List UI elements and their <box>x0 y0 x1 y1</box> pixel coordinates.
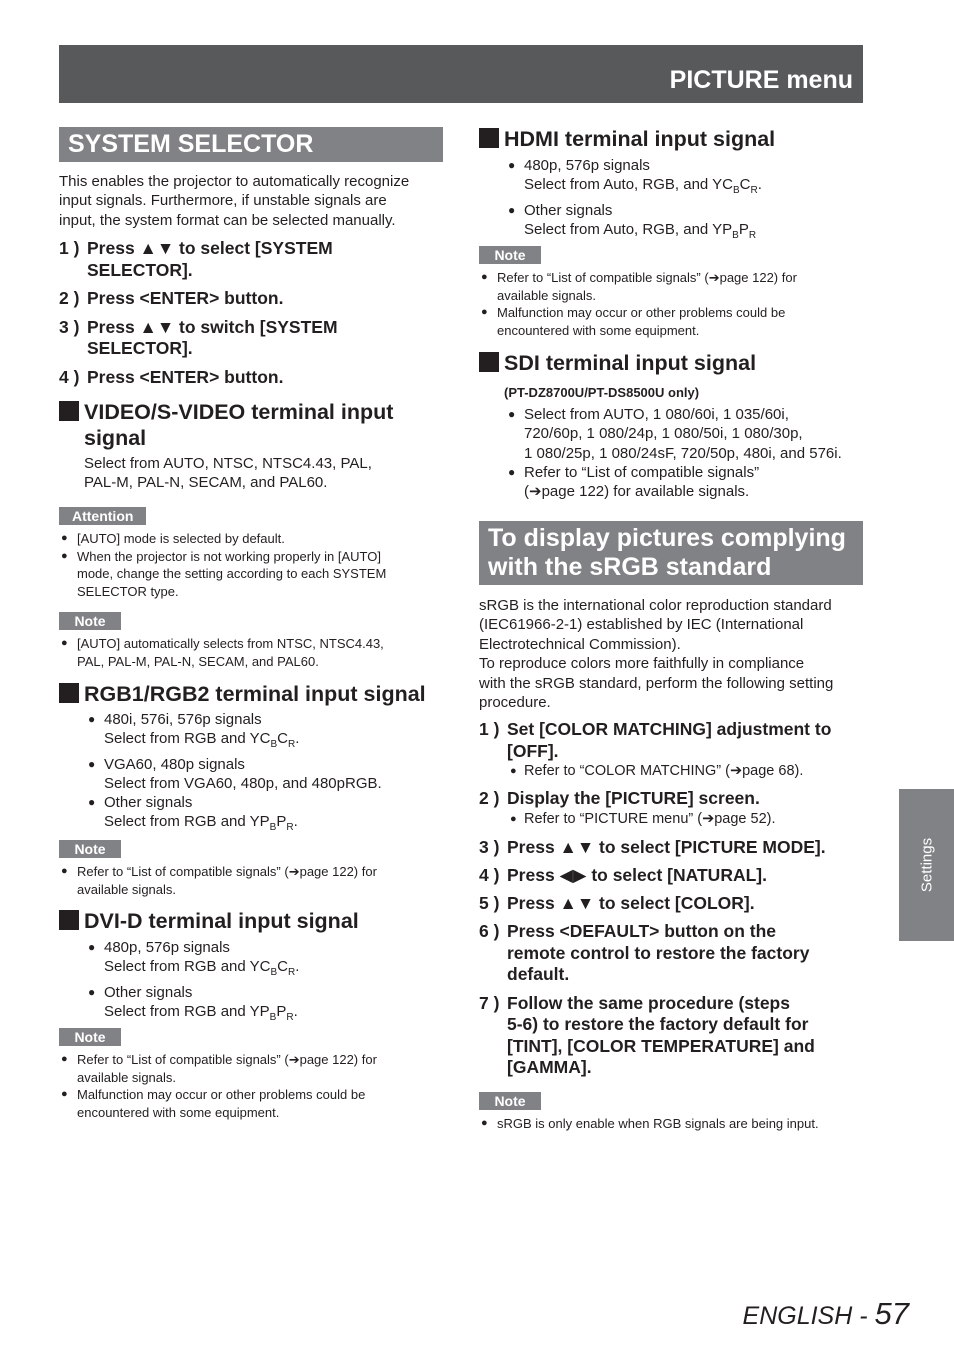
side-tab-label: Settings <box>918 837 935 893</box>
note-tag: Note <box>479 246 541 264</box>
note-tag: Note <box>59 1028 121 1046</box>
note-block <box>59 1028 443 1121</box>
list-item: ● [AUTO] mode is selected by default. <box>59 530 443 548</box>
sdi-models: (PT-DZ8700U/PT-DS8500U only) <box>504 385 700 400</box>
note-tag: Note <box>479 1092 541 1110</box>
list-item: ● Refer to “COLOR MATCHING” (➔page 68). <box>479 762 869 781</box>
note-tag: Note <box>59 612 121 630</box>
step: 4 ) Press ◀▶ to select [NATURAL]. <box>479 864 767 885</box>
list-item: ● 480p, 576p signals Select from Auto, RGB, and $YC_BC_R$. <box>479 156 863 201</box>
list-item: ● [AUTO] automatically selects from NTSC, NTSC4.43, PAL, PAL-M, PAL-N, SECAM, and PAL60. <box>59 635 443 670</box>
settings-side-tab <box>899 789 954 941</box>
list-item: ● Refer to “List of compatible signals” (➔page 122) for available signals. <box>479 463 879 502</box>
list-item: ● Other signals Select from Auto, RGB, and $YP_BP_R$ <box>479 201 863 246</box>
heading-square-icon <box>479 352 499 372</box>
header-bar <box>59 45 863 103</box>
heading-square-icon <box>479 128 499 148</box>
list-item: ● Malfunction may occur or other problems could be encountered with some equipment. <box>479 304 863 339</box>
note-block <box>59 612 443 670</box>
list-item: ● VGA60, 480p signals Select from VGA60, 480p, and 480pRGB. <box>59 755 443 794</box>
step: 1 ) Press ▲▼ to select [SYSTEM SELECTOR]. <box>59 238 333 280</box>
list-item: ● Select from AUTO, 1 080/60i, 1 035/60i, 720/60p, 1 080/24p, 1 080/50i, 1 080/30p, 1 080/25p, 1 080/24sF, 720/50p, 480i, and 576i. <box>479 405 879 463</box>
page-number: 57 <box>874 1296 909 1331</box>
note-block <box>479 246 863 339</box>
step: 3 ) Press ▲▼ to switch [SYSTEM SELECTOR]. <box>59 316 338 358</box>
system-selector-intro: This enables the projector to automatically recognize input signals. Furthermore, if unstable signals are input, the system format can be selected manually. <box>59 173 410 229</box>
note-block <box>59 840 443 898</box>
step: 4 ) Press <ENTER> button. <box>59 366 284 387</box>
system-selector-steps <box>59 238 443 388</box>
heading-square-icon <box>59 683 79 703</box>
sdi-list <box>479 405 879 501</box>
step: 2 ) Display the [PICTURE] screen. <box>479 788 760 808</box>
step: 1 ) Set [COLOR MATCHING] adjustment to [OFF]. <box>479 719 832 761</box>
step: 2 ) Press <ENTER> button. <box>59 288 284 308</box>
list-item: ● 480i, 576i, 576p signals Select from RGB and $YC_BC_R$. <box>59 710 443 755</box>
hdmi-list <box>479 156 863 245</box>
dvi-list <box>59 938 443 1027</box>
heading-square-icon <box>59 910 79 930</box>
note-tag: Note <box>59 840 121 858</box>
step: 5 ) Press ▲▼ to select [COLOR]. <box>479 892 755 913</box>
video-heading: VIDEO/S-VIDEO terminal input signal <box>59 399 443 451</box>
attention-block <box>59 507 443 600</box>
list-item: ● Refer to “List of compatible signals” (➔page 122) for available signals. <box>59 1051 443 1086</box>
note-block <box>479 1092 879 1133</box>
sdi-heading: SDI terminal input signal <box>479 350 863 376</box>
rgb-heading: RGB1/RGB2 terminal input signal <box>59 681 459 707</box>
page-footer <box>743 1296 909 1332</box>
step: 3 ) Press ▲▼ to select [PICTURE MODE]. <box>479 836 826 857</box>
srgb-steps <box>479 719 869 1079</box>
dvi-heading: DVI-D terminal input signal <box>59 908 443 934</box>
list-item: ● 480p, 576p signals Select from RGB and $YC_BC_R$. <box>59 938 443 983</box>
heading-square-icon <box>59 401 79 421</box>
list-item: ● Malfunction may occur or other problems could be encountered with some equipment. <box>59 1086 443 1121</box>
list-item: ● When the projector is not working properly in [AUTO] mode, change the setting according to each SYSTEM SELECTOR type. <box>59 548 443 601</box>
list-item: ● Refer to “List of compatible signals” (➔page 122) for available signals. <box>59 863 443 898</box>
list-item: ● Other signals Select from RGB and $YP_BP_R$. <box>59 793 443 838</box>
list-item: ● Other signals Select from RGB and $YP_BP_R$. <box>59 983 443 1028</box>
srgb-title: To display pictures complying with the sRGB standard <box>479 521 863 585</box>
step: 7 ) Follow the same procedure (steps 5-6) to restore the factory default for [TINT], [COLOR TEMPERATURE] and [GAMMA]. <box>479 992 815 1077</box>
page-section-title: PICTURE menu <box>669 66 853 94</box>
system-selector-title: SYSTEM SELECTOR <box>59 127 443 162</box>
hdmi-heading: HDMI terminal input signal <box>479 126 863 152</box>
rgb-list <box>59 710 443 838</box>
footer-language: ENGLISH - <box>742 1302 875 1330</box>
list-item: ● sRGB is only enable when RGB signals are being input. <box>479 1115 879 1133</box>
srgb-intro: sRGB is the international color reproduction standard (IEC61966-2-1) established by IEC (International Electrotechnical Commission). To reproduce colors more faithfully in compliance with the sRGB standard, perform the following setting procedure. <box>479 597 834 712</box>
list-item: ● Refer to “PICTURE menu” (➔page 52). <box>479 810 869 829</box>
attention-tag: Attention <box>59 507 146 525</box>
video-description: Select from AUTO, NTSC, NTSC4.43, PAL, PAL-M, PAL-N, SECAM, and PAL60. <box>84 455 372 492</box>
list-item: ● Refer to “List of compatible signals” (➔page 122) for available signals. <box>479 269 863 304</box>
step: 6 ) Press <DEFAULT> button on the remote control to restore the factory default. <box>479 921 810 984</box>
